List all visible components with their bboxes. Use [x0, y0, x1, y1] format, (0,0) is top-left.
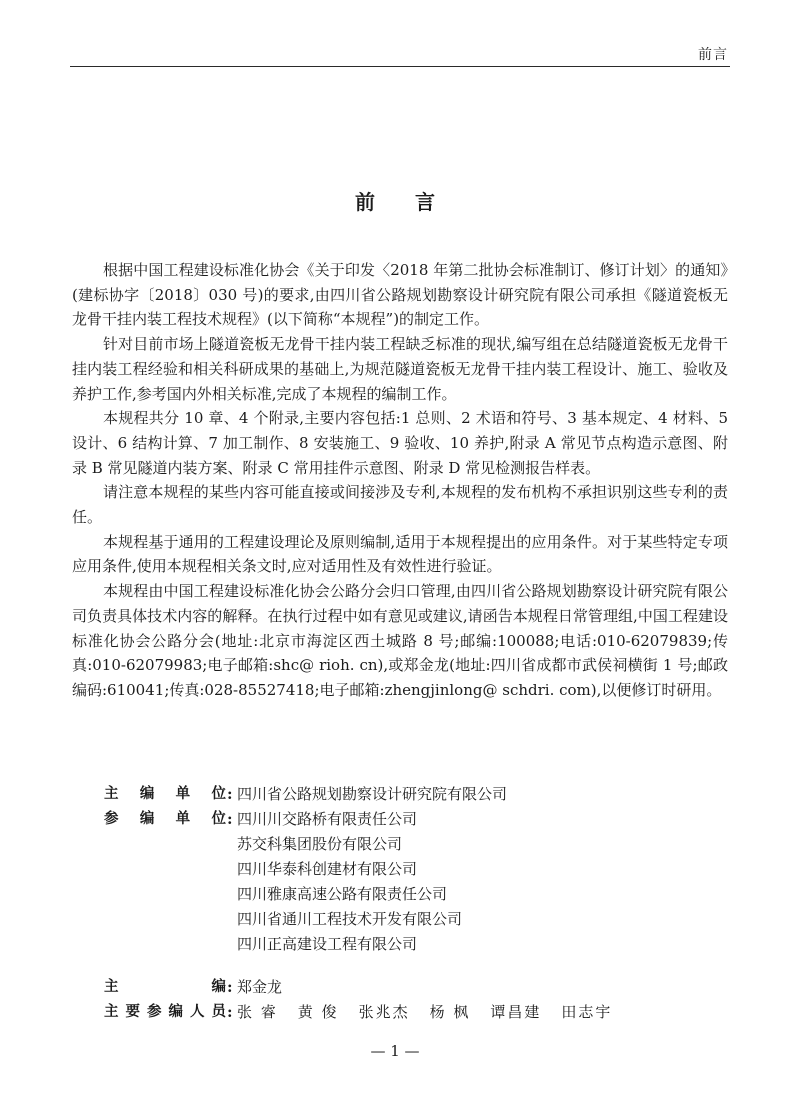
running-head: 前言 [698, 47, 728, 63]
participating-units-list [237, 807, 462, 957]
paragraph: 根据中国工程建设标准化协会《关于印发〈2018 年第二批协会标准制订、修订计划〉的通知》(建标协字〔2018〕030 号)的要求,由四川省公路规划勘察设计研究院有限公司承担《隧道瓷板无龙骨干挂内装工程技术规程》(以下简称“本规程”)的制定工作。 [72, 261, 728, 329]
participating-unit: 四川省通川工程技术开发有限公司 [237, 910, 463, 928]
chief-unit-label: 主编单位 [104, 786, 226, 802]
separator: : [227, 978, 233, 996]
participant-name: 田志宇 [561, 1003, 613, 1021]
main-participants-list [237, 1000, 632, 1025]
main-participants-row [104, 1000, 724, 1025]
preface-body [72, 258, 728, 703]
participating-unit: 四川华泰科创建材有限公司 [237, 860, 418, 878]
credits-block [104, 782, 724, 1025]
main-participants-label: 主要参编人员 [104, 1004, 226, 1020]
participant-name: 杨 枫 [429, 1003, 471, 1021]
participating-unit: 四川雅康高速公路有限责任公司 [237, 885, 448, 903]
participant-name: 张 睿 [237, 1003, 278, 1021]
page-number: — 1 — [370, 1042, 420, 1060]
chief-unit-row [104, 782, 724, 807]
participant-name: 黄 俊 [297, 1003, 339, 1021]
participant-name: 张兆杰 [358, 1003, 410, 1021]
participating-unit: 四川川交路桥有限责任公司 [237, 810, 418, 828]
page-title: 前言 [355, 190, 475, 214]
paragraph: 本规程由中国工程建设标准化协会公路分会归口管理,由四川省公路规划勘察设计研究院有限公司负责具体技术内容的解释。在执行过程中如有意见或建议,请函告本规程日常管理组,中国工程建设标准化协会公路分会(地址:北京市海淀区西土城路 8 号;邮编:100088;电话:010-62079839;传真:010-62079983;电子邮箱:shc@ rioh. cn),或郑金龙(地址:四川省成都市武侯祠横街 1 号;邮政编码:610041;传真:028-85527418;电子邮箱:zhengjinlong@ schdri. com),以便修订时研用。 [72, 582, 728, 699]
chief-unit: 四川省公路规划勘察设计研究院有限公司 [237, 785, 508, 803]
chief-editor-row [104, 975, 724, 1000]
chief-editor: 郑金龙 [237, 978, 283, 996]
paragraph: 针对目前市场上隧道瓷板无龙骨干挂内装工程缺乏标准的现状,编写组在总结隧道瓷板无龙骨干挂内装工程经验和相关科研成果的基础上,为规范隧道瓷板无龙骨干挂内装工程设计、施工、验收及养护工作,参考国内外相关标准,完成了本规程的编制工作。 [72, 335, 728, 403]
participating-units-label: 参编单位 [104, 811, 226, 827]
separator: : [227, 810, 233, 828]
paragraph: 请注意本规程的某些内容可能直接或间接涉及专利,本规程的发布机构不承担识别这些专利的责任。 [72, 483, 728, 527]
separator: : [227, 785, 233, 803]
paragraph: 本规程共分 10 章、4 个附录,主要内容包括:1 总则、2 术语和符号、3 基本规定、4 材料、5 设计、6 结构计算、7 加工制作、8 安装施工、9 验收、10 养护,附录 A 常见节点构造示意图、附录 B 常见隧道内装方案、附录 C 常用挂件示意图、附录 D 常见检测报告样表。 [72, 409, 728, 477]
participating-units-row [104, 807, 724, 957]
participating-unit: 四川正高建设工程有限公司 [237, 935, 418, 953]
chief-editor-label: 主编 [104, 979, 226, 995]
header-rule [70, 66, 730, 67]
separator: : [227, 1003, 233, 1021]
paragraph: 本规程基于通用的工程建设理论及原则编制,适用于本规程提出的应用条件。对于某些特定专项应用条件,使用本规程相关条文时,应对适用性及有效性进行验证。 [72, 532, 728, 576]
participant-name: 谭昌建 [490, 1003, 542, 1021]
participating-unit: 苏交科集团股份有限公司 [237, 835, 403, 853]
